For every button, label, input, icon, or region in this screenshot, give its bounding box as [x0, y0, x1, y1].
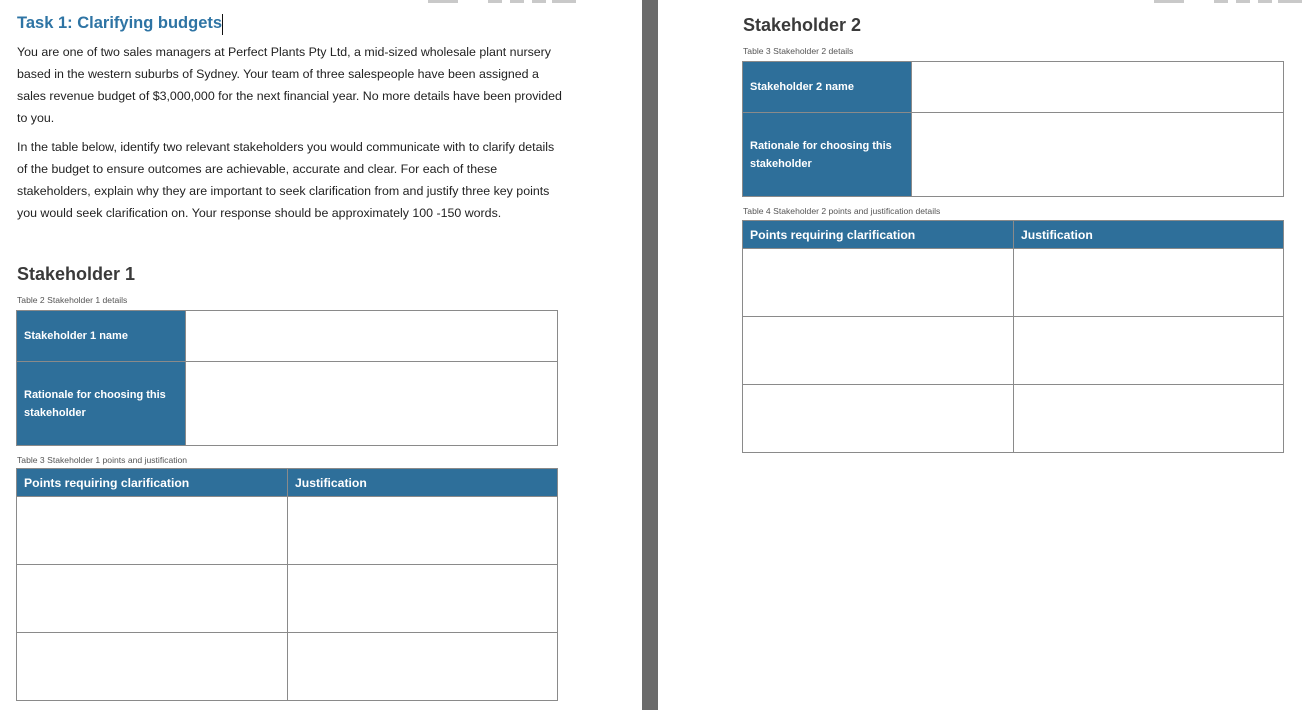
- stakeholder-2-point-2-cell[interactable]: [743, 317, 1014, 385]
- stakeholder-1-points-table: [16, 468, 558, 701]
- stakeholder-2-justification-3-cell[interactable]: [1014, 385, 1284, 453]
- stakeholder-1-justification-3-cell[interactable]: [288, 633, 558, 701]
- stakeholder-1-col-points: Points requiring clarification: [17, 469, 288, 497]
- stakeholder-2-rationale-label: Rationale for choosing this stakeholder: [743, 113, 912, 197]
- stakeholder-1-point-2-cell[interactable]: [17, 565, 288, 633]
- stakeholder-1-details-table: [16, 310, 558, 446]
- table-row: [17, 497, 558, 565]
- stakeholder-1-point-3-cell[interactable]: [17, 633, 288, 701]
- stakeholder-1-heading: Stakeholder 1: [17, 264, 136, 284]
- document-page-right: [658, 0, 1302, 710]
- stakeholder-2-name-field[interactable]: [912, 62, 1284, 113]
- stakeholder-2-col-points: Points requiring clarification: [743, 221, 1014, 249]
- task-paragraph-1[interactable]: You are one of two sales managers at Perfect Plants Pty Ltd, a mid-sized wholesale plant nursery based in the western suburbs of Sydney. Your team of three salespeople have been assigned a sales revenue budget of $3,000,000 for the next financial year. No more details have been provided to you.: [17, 45, 562, 125]
- task-title: Task 1: Clarifying budgets: [17, 14, 223, 32]
- stakeholder-1-details-caption: Table 2 Stakeholder 1 details: [17, 295, 128, 305]
- stakeholder-2-details-caption: Table 3 Stakeholder 2 details: [743, 46, 854, 56]
- stakeholder-2-justification-2-cell[interactable]: [1014, 317, 1284, 385]
- stakeholder-2-points-caption: Table 4 Stakeholder 2 points and justification details: [743, 206, 941, 216]
- task-paragraph-2[interactable]: In the table below, identify two relevant stakeholders you would communicate with to clarify details of the budget to ensure outcomes are achievable, accurate and clear. For each of these stakeholders, explain why they are important to seek clarification from and justify three key points you would seek clarification on. Your response should be approximately 100 -150 words.: [17, 140, 555, 220]
- stakeholder-2-col-justification: Justification: [1014, 221, 1284, 249]
- table-row: [17, 565, 558, 633]
- stakeholder-2-justification-1-cell[interactable]: [1014, 249, 1284, 317]
- document-page-left: [0, 0, 642, 710]
- table-row: [743, 317, 1284, 385]
- stakeholder-1-points-caption: Table 3 Stakeholder 1 points and justification: [17, 455, 188, 465]
- stakeholder-2-point-1-cell[interactable]: [743, 249, 1014, 317]
- stakeholder-1-name-label: Stakeholder 1 name: [17, 311, 186, 362]
- stakeholder-2-name-label: Stakeholder 2 name: [743, 62, 912, 113]
- text-cursor: [222, 14, 223, 35]
- table-row: [17, 633, 558, 701]
- stakeholder-1-rationale-label: Rationale for choosing this stakeholder: [17, 362, 186, 446]
- table-row: [743, 385, 1284, 453]
- stakeholder-1-rationale-field[interactable]: [186, 362, 558, 446]
- stakeholder-2-points-table: [742, 220, 1284, 453]
- stakeholder-2-point-3-cell[interactable]: [743, 385, 1014, 453]
- table-row: [743, 249, 1284, 317]
- stakeholder-1-justification-1-cell[interactable]: [288, 497, 558, 565]
- stakeholder-1-justification-2-cell[interactable]: [288, 565, 558, 633]
- stakeholder-2-rationale-field[interactable]: [912, 113, 1284, 197]
- page-gutter: [642, 0, 658, 710]
- stakeholder-2-details-table: [742, 61, 1284, 197]
- stakeholder-1-col-justification: Justification: [288, 469, 558, 497]
- stakeholder-1-point-1-cell[interactable]: [17, 497, 288, 565]
- stakeholder-1-name-field[interactable]: [186, 311, 558, 362]
- stakeholder-2-heading: Stakeholder 2: [743, 15, 862, 35]
